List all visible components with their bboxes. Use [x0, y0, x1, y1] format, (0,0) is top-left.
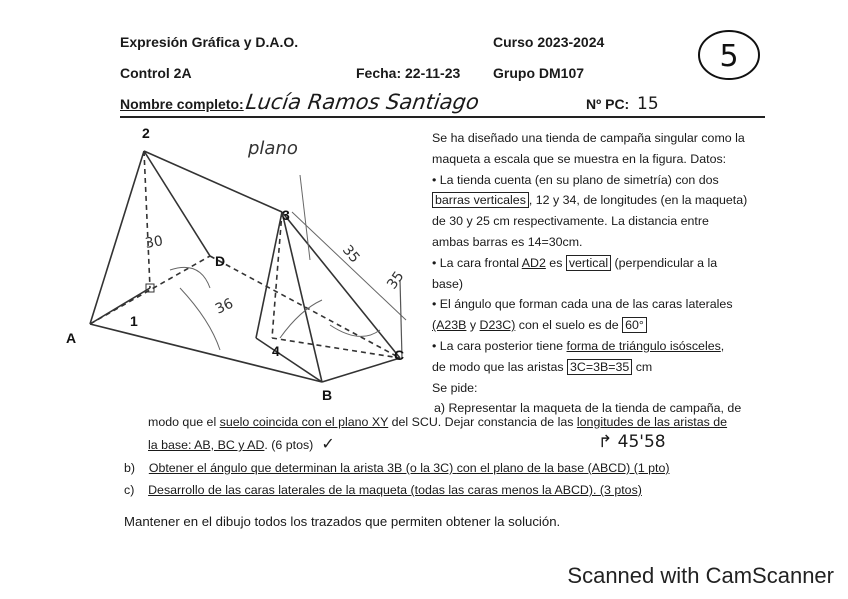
exam-id: Control 2A [120, 65, 192, 81]
score-value: 5 [719, 39, 739, 74]
dim-36: 36 [212, 295, 236, 318]
statement [432, 128, 767, 419]
name-label: Nombre completo: [120, 96, 244, 112]
handwritten-plano: plano [248, 138, 298, 159]
dim-35-a: 35 [338, 242, 363, 267]
label-4: 4 [272, 343, 280, 359]
question-a-line-3: la base: AB, BC y AD. (6 ptos) ✓ [148, 434, 335, 453]
tent-figure [60, 120, 425, 410]
statement-line: barras verticales , 12 y 34, de longitudes (en la maqueta) [432, 190, 767, 211]
boxed-vertical: vertical [566, 255, 611, 271]
statement-line: de modo que las aristas 3C=3B=35 cm [432, 359, 653, 374]
handwritten-angle: ↱ 45'58 [598, 432, 666, 452]
statement-line: a) Representar la maqueta de la tienda de campaña, de [434, 401, 742, 416]
term: Curso 2023-2024 [493, 34, 605, 50]
question-a-line-2: modo que el suelo coincida con el plano XY del SCU. Dejar constancia de las longitudes de las aristas de [148, 415, 728, 429]
exam-date: Fecha: 22-11-23 [356, 65, 461, 81]
score-circle [695, 26, 763, 84]
group: Grupo DM107 [493, 65, 585, 81]
label-3: 3 [282, 207, 290, 223]
question-b: b) Obtener el ángulo que determinan la arista 3B (o la 3C) con el plano de la base (ABCD) (1 pto) [124, 461, 670, 475]
footer-note: Mantener en el dibujo todos los trazados que permiten obtener la solución. [124, 514, 561, 529]
label-a: A [66, 330, 77, 346]
statement-line: base) [432, 276, 463, 291]
label-b: B [322, 387, 333, 403]
statement-line: (A23B y D23C) con el suelo es de 60° [432, 315, 767, 336]
statement-line: • La cara frontal AD2 es vertical (perpendicular a la [432, 255, 718, 270]
question-c: c) Desarrollo de las caras laterales de la maqueta (todas las caras menos la ABCD). (3 ptos) [124, 483, 642, 497]
course-name: Expresión Gráfica y D.A.O. [120, 34, 299, 50]
camscanner-watermark: Scanned with CamScanner [567, 563, 834, 588]
pc-value: 15 [637, 94, 659, 114]
dim-35-b: 35 [384, 268, 408, 293]
statement-line: Se ha diseñado una tienda de campaña singular como la [432, 131, 745, 145]
boxed-edges: 3C=3B=35 [567, 359, 632, 375]
label-2: 2 [142, 125, 150, 141]
statement-line: • La tienda cuenta (en su plano de simetría) con dos [432, 172, 719, 187]
boxed-vertical-bars: barras verticales [432, 192, 529, 208]
statement-line: de 30 y 25 cm respectivamente. La distancia entre [432, 214, 709, 229]
statement-line: • El ángulo que forman cada una de las caras laterales [432, 297, 733, 312]
student-name: Lucía Ramos Santiago [244, 90, 481, 114]
dim-30: 30 [143, 233, 165, 252]
name-rule [120, 116, 765, 118]
boxed-60: 60° [622, 317, 647, 333]
label-c: C [394, 347, 405, 363]
statement-line: Se pide: [432, 380, 478, 395]
statement-line: ambas barras es 14=30cm. [432, 234, 583, 249]
statement-line: • La cara posterior tiene forma de triángulo isósceles, [432, 338, 725, 353]
label-d: D [215, 253, 226, 269]
label-1: 1 [130, 313, 138, 329]
statement-line: maqueta a escala que se muestra en la figura. Datos: [432, 151, 727, 166]
pc-label: Nº PC: [586, 96, 630, 112]
